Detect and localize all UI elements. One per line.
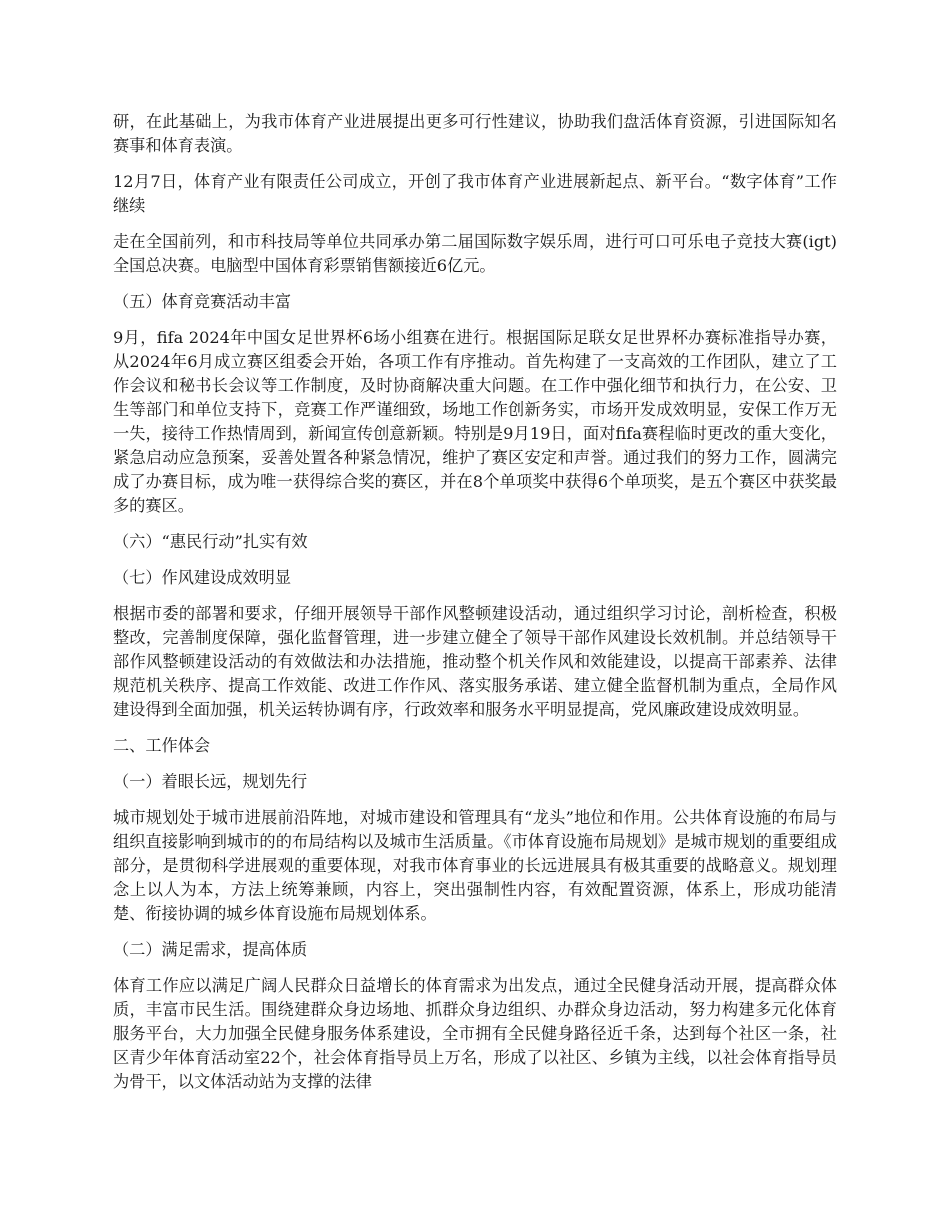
paragraph-sports-industry-advice: 研，在此基础上，为我市体育产业进展提出更多可行性建议，协助我们盘活体育资源，引进国际知名赛事和体育表演。 <box>113 112 837 155</box>
paragraph-womens-world-cup: 9月，fifa 2024年中国女足世界杯6场小组赛在进行。根据国际足联女足世界杯办赛标准指导办赛，从2024年6月成立赛区组委会开始，各项工作有序推动。首先构建了一支高效的工作团队，建立了工作会议和秘书长会议等工作制度，及时协商解决重大问题。在工作中强化细节和执行力，在公安、卫生等部门和单位支持下，竞赛工作严谨细致，场地工作创新务实，市场开发成效明显，安保工作万无一失，接待工作热情周到，新闻宣传创意新颖。特别是9月19日，面对fifa赛程临时更改的重大变化，紧急启动应急预案，妥善处置各种紧急情况，维护了赛区安定和声誉。通过我们的努力工作，圆满完成了办赛目标，成为唯一获得综合奖的赛区，并在8个单项奖中获得6个单项奖，是五个赛区中获奖最多的赛区。 <box>113 328 837 515</box>
heading-meet-demand: （二）满足需求，提高体质 <box>113 940 308 959</box>
paragraph-work-style-rectification: 根据市委的部署和要求，仔细开展领导干部作风整顿建设活动，通过组织学习讨论，剖析检查，积极整改，完善制度保障，强化监督管理，进一步建立健全了领导干部作风建设长效机制。并总结领导干部作风整顿建设活动的有效做法和办法措施，推动整个机关作风和效能建设，以提高干部素养、法律规范机关秩序、提高工作效能、改进工作作风、落实服务承诺、建立健全监督机制为重点，全局作风建设得到全面加强，机关运转协调有序，行政效率和服务水平明显提高，党风廉政建设成效明显。 <box>113 604 837 719</box>
paragraph-public-fitness: 体育工作应以满足广阔人民群众日益增长的体育需求为出发点，通过全民健身活动开展，提高群众体质，丰富市民生活。围绕建群众身边场地、抓群众身边组织、办群众身边活动，努力构建多元化体育服务平台，大力加强全民健身服务体系建设，全市拥有全民健身路径近千条，达到每个社区一条，社区青少年体育活动室22个，社会体育指导员上万名，形成了以社区、乡镇为主线，以社会体育指导员为骨干，以文体活动站为支撑的法律 <box>113 976 837 1091</box>
paragraph-industry-company-founded: 12月7日，体育产业有限责任公司成立，开创了我市体育产业进展新起点、新平台。“数字体育”工作继续 <box>113 172 837 215</box>
heading-benefit-action: （六）“惠民行动”扎实有效 <box>113 532 308 551</box>
paragraph-urban-planning: 城市规划处于城市进展前沿阵地，对城市建设和管理具有“龙头”地位和作用。公共体育设施的布局与组织直接影响到城市的的布局结构以及城市生活质量。《市体育设施布局规划》是城市规划的重要组成部分，是贯彻科学进展观的重要体现，对我市体育事业的长远进展具有极其重要的战略意义。规划理念上以人为本，方法上统筹兼顾，内容上，突出强制性内容，有效配置资源，体系上，形成功能清楚、衔接协调的城乡体育设施布局规划体系。 <box>113 808 837 923</box>
document-page <box>113 110 837 1106</box>
heading-work-style: （七）作风建设成效明显 <box>113 568 292 587</box>
heading-competitions: （五）体育竞赛活动丰富 <box>113 292 292 311</box>
heading-work-experience: 二、工作体会 <box>113 736 211 755</box>
heading-long-term-planning: （一）着眼长远，规划先行 <box>113 772 308 791</box>
paragraph-digital-sports: 走在全国前列，和市科技局等单位共同承办第二届国际数字娱乐周，进行可口可乐电子竞技大赛(igt)全国总决赛。电脑型中国体育彩票销售额接近6亿元。 <box>113 232 837 275</box>
